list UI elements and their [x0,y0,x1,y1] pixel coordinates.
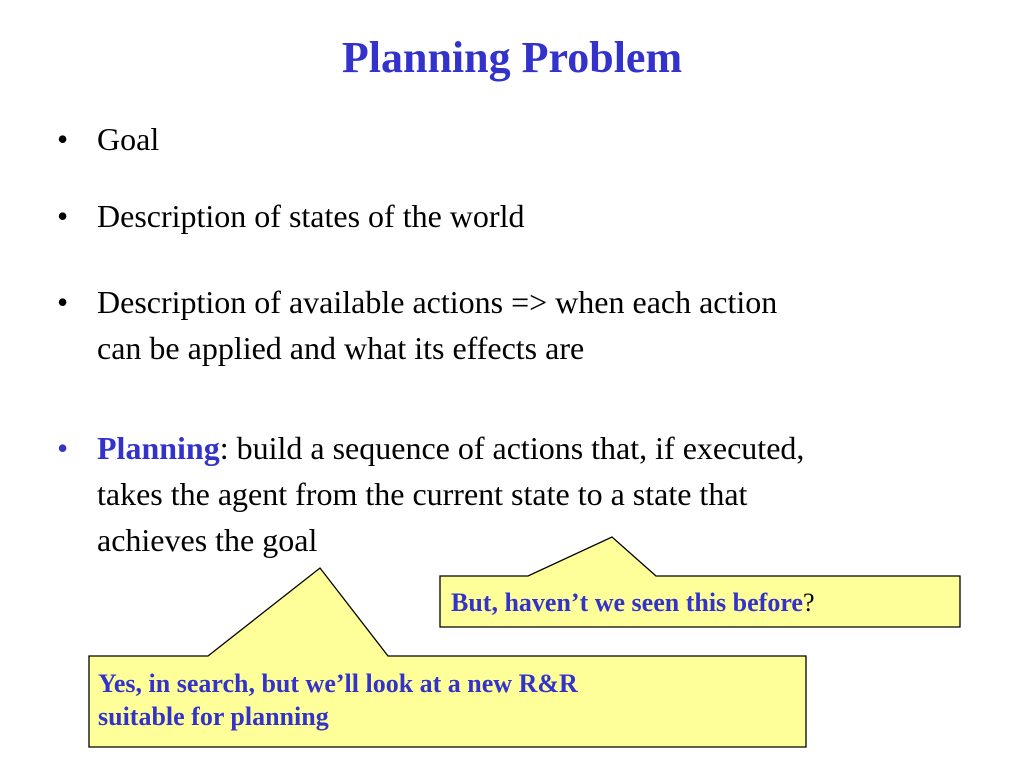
bullet-marker: • [57,198,69,234]
bullet-line: takes the agent from the current state to a state that [97,476,748,512]
bullet-marker: • [57,284,69,320]
slide-title: Planning Problem [341,33,683,82]
bullet-marker: • [57,430,69,466]
bullet-line: Description of available actions => when each action [97,284,778,320]
bullet-text: Goal [97,121,160,157]
question-mark: ? [802,588,815,617]
answer-callout [98,667,798,733]
answer-callout-line: suitable for planning [98,702,329,731]
answer-callout-line: Yes, in search, but we’ll look at a new R&R [98,669,578,698]
bullet-marker: • [57,121,69,157]
bullet-line: achieves the goal [97,522,318,558]
question-callout-text: But, haven’t we seen this before [451,588,803,617]
planning-definition: : build a sequence of actions that, if executed, [219,430,805,466]
question-callout [451,586,951,619]
bullet-text: Description of states of the world [97,198,525,234]
bullet-line: can be applied and what its effects are [97,330,585,366]
planning-term: Planning [97,430,220,466]
